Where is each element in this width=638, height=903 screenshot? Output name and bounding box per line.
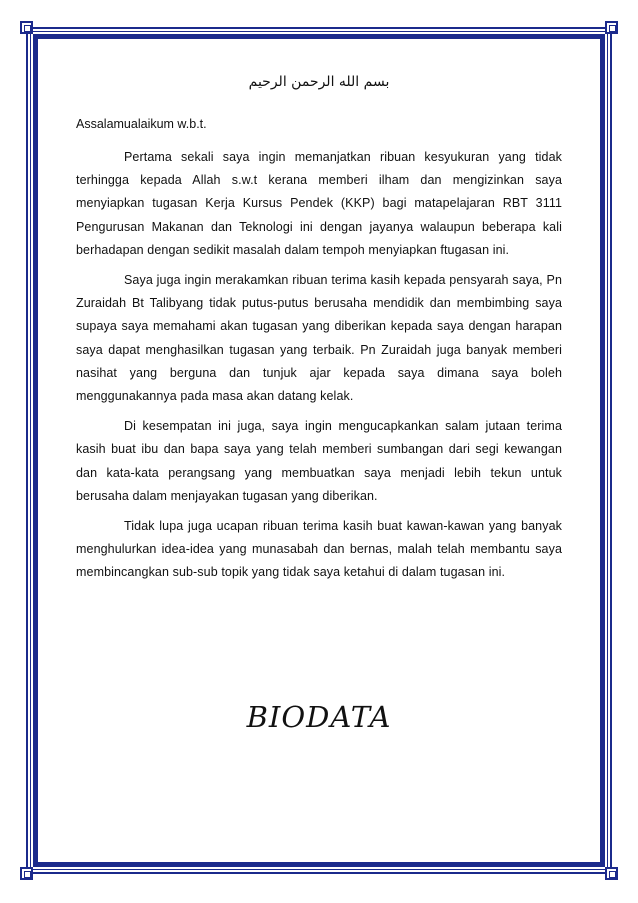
paragraph: Tidak lupa juga ucapan ribuan terima kasih buat kawan-kawan yang banyak menghulurkan idea-idea yang munasabah dan bernas, malah telah membantu saya membincangkan sub-sub topik yang tidak saya ketahui di dalam tugasan ini. bbox=[76, 519, 562, 580]
paragraph: Di kesempatan ini juga, saya ingin mengucapkankan salam jutaan terima kasih buat ibu dan bapa saya yang telah memberi sumbangan dari segi kewangan dan kata-kata perangsang yang membuatkan saya menjadi lebih tekun untuk berusaha dalam menjayakan tugasan yang diberikan. bbox=[76, 419, 562, 503]
paragraph: Pertama sekali saya ingin memanjatkan ribuan kesyukuran yang tidak terhingga kepada Allah s.w.t kerana memberi ilham dan mengizinkan saya menyiapkan tugasan Kerja Kursus Pendek (KKP) bagi matapelajaran RBT 3111 Pengurusan Makanan dan Teknologi ini dengan jayanya walaupun beberapa kali berhadapan dengan sedikit masalah dalam tempoh menyiapkan ftugasan ini. bbox=[76, 150, 562, 257]
paragraph: Saya juga ingin merakamkan ribuan terima kasih kepada pensyarah saya, Pn Zuraidah Bt Talibyang tidak putus-putus berusaha mendidik dan membimbing saya supaya saya memahami akan tugasan yang diberikan kepada saya dengan harapan saya dapat menghasilkan tugasan yang terbaik. Pn Zuraidah juga banyak memberi nasihat yang berguna dan tunjuk ajar kepada saya dimana saya boleh menggunakannya pada masa akan datang kelak. bbox=[76, 273, 562, 404]
border-corner-ornament bbox=[20, 21, 33, 34]
border-corner-ornament bbox=[20, 867, 33, 880]
biodata-heading: BIODATA bbox=[246, 700, 392, 734]
bismillah-heading: بسم الله الرحمن الرحيم bbox=[248, 74, 390, 90]
salutation: Assalamualaikum w.b.t. bbox=[76, 117, 207, 131]
document-body bbox=[76, 72, 562, 592]
border-corner-ornament bbox=[605, 21, 618, 34]
border-corner-ornament bbox=[605, 867, 618, 880]
